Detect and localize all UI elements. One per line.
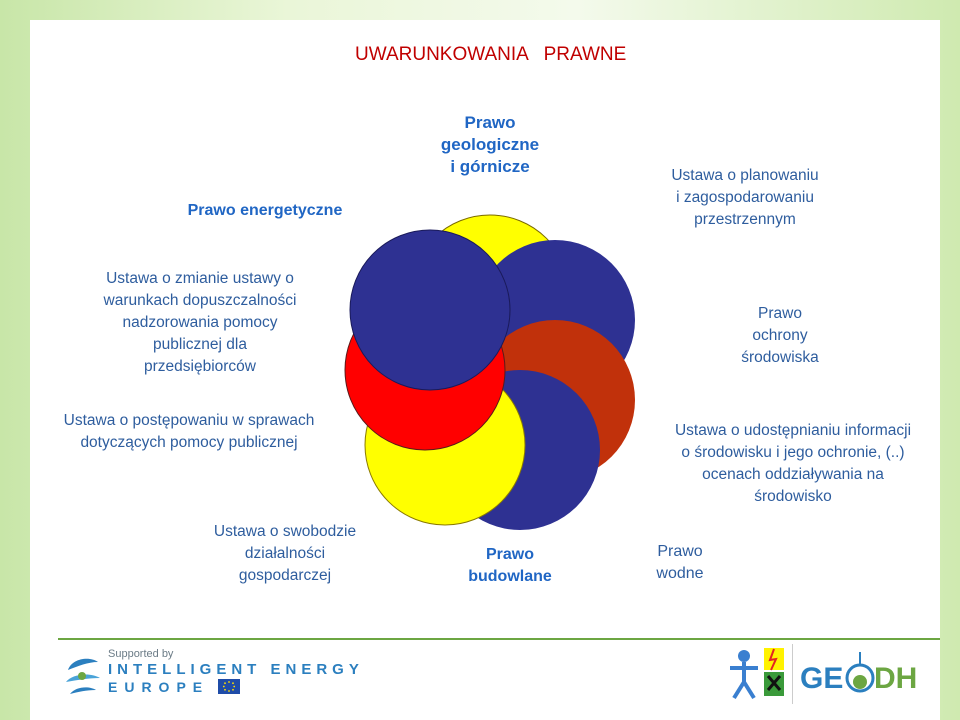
logo-separator — [792, 644, 793, 704]
petal-blue-front — [350, 230, 510, 390]
label-prawo-wodne — [640, 541, 720, 585]
eu-flag-icon — [218, 679, 240, 694]
footer-divider — [58, 638, 940, 640]
label-line: i górnicze — [450, 157, 530, 176]
label-ustawa-zmiana-pomocy — [80, 268, 320, 378]
geodh-logo-text: GE — [800, 662, 844, 695]
law-flower-diagram — [330, 200, 650, 530]
label-line: Ustawa o swobodzie — [213, 523, 357, 540]
page-title: UWARUNKOWANIA PRAWNE — [355, 44, 627, 65]
intelligent-energy-text: INTELLIGENT ENERGY — [108, 661, 364, 678]
label-line: budowlane — [468, 568, 552, 585]
label-line: nadzorowania pomocy — [122, 314, 278, 331]
label-line: środowiska — [741, 349, 819, 366]
geodh-logo-icon — [798, 646, 920, 702]
label-line: środowisko — [754, 488, 832, 505]
label-line: Prawo — [485, 546, 534, 563]
label-line: ocenach oddziaływania na — [702, 466, 884, 483]
label-line: geologiczne — [440, 135, 540, 154]
label-line: wodne — [656, 565, 704, 582]
label-line: publicznej dla — [153, 336, 247, 353]
intelligent-energy-logo-icon — [62, 652, 104, 698]
mining-stickman-logo-icon — [726, 646, 788, 702]
label-line: dotyczących pomocy publicznej — [80, 434, 298, 451]
label-line: Prawo — [758, 305, 802, 322]
label-prawo-budowlane — [450, 544, 570, 588]
svg-text:DH: DH — [874, 662, 918, 695]
label-line: przedsiębiorców — [144, 358, 256, 375]
label-ustawa-udostepnianie — [643, 420, 943, 508]
label-ustawa-planowanie — [640, 165, 850, 231]
label-line: Ustawa o planowaniu — [671, 167, 819, 184]
eu-stars-icon — [218, 679, 240, 694]
label-ustawa-postepowanie — [34, 410, 344, 454]
supported-by-text: Supported by — [108, 648, 174, 660]
label-prawo-energetyczne: Prawo energetyczne — [187, 202, 343, 219]
label-line: Ustawa o zmianie ustawy o — [106, 270, 294, 287]
label-line: o środowisku i jego ochronie, (..) — [681, 444, 905, 461]
label-line: ochrony — [752, 327, 808, 344]
label-line: przestrzennym — [694, 211, 796, 228]
label-prawo-ochrony — [720, 303, 840, 369]
label-line: działalności — [244, 545, 326, 562]
label-line: Prawo — [464, 113, 516, 132]
europe-text: EUROPE — [108, 679, 210, 695]
label-line: warunkach dopuszczalności — [103, 292, 297, 309]
label-line: Ustawa o udostępnianiu informacji — [674, 422, 912, 439]
label-ustawa-swoboda — [190, 521, 380, 587]
label-line: Prawo — [657, 543, 703, 560]
label-line: Ustawa o postępowaniu w sprawach — [63, 412, 315, 429]
label-line: i zagospodarowaniu — [676, 189, 814, 206]
label-line: gospodarczej — [238, 567, 332, 584]
label-prawo-geologiczne — [415, 112, 565, 178]
